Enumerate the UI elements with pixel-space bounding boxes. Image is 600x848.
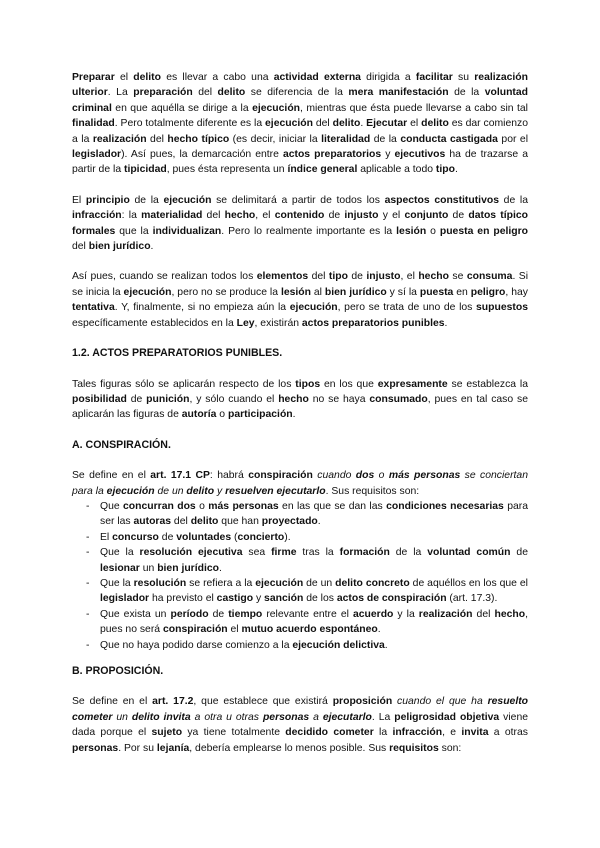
text-run: y el [378,210,405,222]
text-run: en las que se dan las [278,500,387,512]
bold-term: delito invita [131,711,191,723]
bold-term: supuestos [476,302,528,314]
text-run: en que aquélla se dirige a la [111,102,253,114]
bold-term: infracción [392,727,443,739]
list-item [72,638,528,653]
text-run: de [208,608,229,620]
text-run: del [312,118,333,130]
list-item [72,607,528,638]
bold-term: ejecutivos [394,149,446,161]
text-run: El [72,194,86,206]
bold-term: consumado [369,393,428,405]
text-run: , hay [505,286,528,298]
text-run: se conciertan para la [72,470,528,497]
bold-term: realización [92,133,147,145]
text-run: es llevar a cabo una [160,72,274,83]
text-run: . [444,317,448,329]
text-run: el [407,118,422,130]
bold-term: ejecución [163,194,212,206]
list-item [72,576,528,607]
bold-term: conducta castigada [400,133,498,145]
text-run: , debería emplearse lo menos posible. Sus [189,742,390,754]
bold-term: tipos [295,378,321,390]
text-run: (art. 17.3). [446,593,498,605]
bold-term: Ejecutar [366,118,408,130]
bold-term: resolución [133,577,187,589]
text-run: cuando [317,470,356,482]
bold-term: infracción [72,210,122,222]
text-run: de un [303,577,336,589]
bold-term: preparación [133,87,193,99]
bold-term: posibilidad [72,393,127,405]
text-run: de [448,210,469,222]
document-page [72,70,528,756]
text-run: y la [393,608,419,620]
list-item [72,530,528,545]
bold-term: voluntad común [427,547,511,559]
text-run: del [72,241,89,253]
text-run: por el [497,133,529,145]
text-run: relevante entre el [262,608,353,620]
text-run: . Pero lo realmente importante es la [221,225,397,237]
text-run: , pero se trata de uno de los [337,302,477,314]
text-run: es dar comienzo a la [72,118,528,145]
text-run: Se define en el [72,470,151,482]
text-run: Así pues, cuando se realizan todos los [72,271,257,283]
bold-term: legislador [100,593,150,605]
bold-term: participación [227,409,293,421]
text-run: específicamente establecidos en la [72,317,237,329]
bold-term: dos [177,500,196,512]
text-run: . [292,409,296,421]
bold-term: proyectado [261,516,318,528]
text-run: Se define en el [72,696,153,708]
text-run: del [202,210,225,222]
bold-term: conspiración [248,470,313,482]
text-run: . Pero totalmente diferente es la [114,118,266,130]
text-run: del [472,608,495,620]
text-run: ( [231,531,238,543]
text-run: y sí la [386,286,420,298]
text-run: , que establece que existirá [193,696,333,708]
bold-term: bien jurídico [157,562,219,574]
text-run: de [347,271,367,283]
bold-term: conspiración [162,624,228,636]
text-run: o [195,500,209,512]
text-run: . La [107,87,134,99]
bold-term: lejanía [156,742,190,754]
text-run: . Sus requisitos son: [325,485,420,497]
text-run: de los [303,593,337,605]
bold-term: individualizan [152,225,222,237]
text-run: ya tiene totalmente [182,727,286,739]
text-run: sea [242,547,272,559]
text-run: se establezca la [447,378,528,390]
text-run: en [453,286,471,298]
text-run: a otra u otras [190,711,263,723]
bold-term: hecho [224,210,256,222]
bold-term: contenido [274,210,325,222]
text-run: de la [389,547,428,559]
bold-term: ejecutarlo [322,711,372,723]
text-run: Que la [100,547,140,559]
text-run: el [114,72,134,83]
text-run: , el [255,210,275,222]
text-run: : habrá [209,470,249,482]
bold-term: personas [262,711,310,723]
bold-term: peligro [470,286,506,298]
bold-term: concurran [123,500,174,512]
bold-term: firme [271,547,297,559]
bold-term: voluntad criminal [72,87,528,114]
text-run: , pues no será [100,608,528,636]
bold-term: elementos [256,271,309,283]
bold-term: voluntades [176,531,232,543]
list-item [72,545,528,576]
bold-term: art. 17.2 [152,696,194,708]
bold-term: materialidad [141,210,203,222]
text-run: la [373,727,393,739]
text-run: cuando el que ha [397,696,488,708]
text-run: , el [400,271,419,283]
text-run: . Si se inicia la [72,271,529,298]
text-run: Tales figuras sólo se aplicarán respecto de los [72,378,296,390]
bold-term: delito [133,72,161,83]
text-run: Que exista un [100,608,171,620]
bold-term: más personas [208,500,279,512]
list-item [72,499,528,530]
bold-term: ejecución [106,485,155,497]
text-run: del [192,87,218,99]
bold-term: decidido cometer [285,727,374,739]
bold-term: Ley [236,317,255,329]
bold-term: tiempo [228,608,263,620]
text-run: . Por su [118,742,157,754]
bold-term: hecho [494,608,526,620]
text-run: . [317,516,321,528]
bold-term: mutuo acuerdo espontáneo [241,624,378,636]
text-run: del [146,133,168,145]
text-run: , pues en tal caso se aplicarán las figuras de [72,393,528,421]
bold-term: lesión [396,225,427,237]
paragraph-proposicion-definicion [72,694,528,756]
bold-term: ejecución [252,102,301,114]
section-heading-conspiracion: A. CONSPIRACIÓN. [72,438,171,451]
text-run: Que la [100,577,134,589]
paragraph-principio-ejecucion [72,193,528,255]
bold-term: punición [146,393,190,405]
text-run: del [171,516,191,528]
bold-term: lesionar [100,562,140,574]
text-run: el [227,624,242,636]
bold-term: período [170,608,209,620]
bold-term: ejecución [255,577,304,589]
bold-term: literalidad [321,133,371,145]
bold-term: hecho [278,393,309,405]
bold-term: principio [85,194,130,206]
text-run: . [150,241,154,253]
text-run: . [360,118,367,130]
bold-term: requisitos [389,742,439,754]
bold-term: actos preparatorios [282,149,382,161]
conspiracion-requisitos-list [72,499,528,653]
bold-term: finalidad [72,118,115,130]
bold-term: resuelto cometer [72,696,529,723]
text-run: son: [438,742,462,754]
bold-term: tipo [328,271,348,283]
text-run: tras la [296,547,340,559]
text-run: en los que [320,378,378,390]
text-run: de la [370,133,401,145]
text-run: de la [448,87,485,99]
bold-term: art. 17.1 CP [150,470,210,482]
bold-term: delito [332,118,361,130]
section-heading-actos-preparatorios: 1.2. ACTOS PREPARATORIOS PUNIBLES. [72,347,283,360]
bold-term: facilitar [415,72,453,83]
text-run: dirigida a [360,72,416,83]
text-run: a otras [488,727,528,739]
bold-term: formación [339,547,390,559]
bold-term: ejecución [123,286,172,298]
text-run: o [216,409,228,421]
text-run: de [510,547,528,559]
bold-term: hecho típico [167,133,230,145]
bold-term: Preparar [72,72,115,83]
text-run: de la [498,194,528,206]
text-run: su [452,72,475,83]
text-run: Que [100,500,124,512]
paragraph-preparar [72,70,528,178]
text-run: viene dada porque el [72,711,528,739]
bold-term: delito [190,516,219,528]
text-run: un [139,562,158,574]
bold-term: ejecución [289,302,338,314]
bold-term: condiciones necesarias [386,500,504,512]
text-run: y [381,149,395,161]
bold-term: personas [72,742,119,754]
bold-term: índice general [287,164,358,176]
text-run: o [426,225,440,237]
paragraph-conspiracion-definicion [72,468,528,499]
bold-term: castigo [216,593,254,605]
bold-term: legislador [72,149,122,161]
text-run: de [158,531,177,543]
text-run: de [126,393,147,405]
bold-term: sanción [264,593,304,605]
bold-term: dos [355,470,375,482]
text-run: para ser las [100,500,529,528]
text-run: , y sólo cuando el [189,393,279,405]
text-run: se diferencia de la [245,87,349,99]
text-run: , e [442,727,462,739]
bold-term: hecho [418,271,449,283]
bold-term: consuma [466,271,513,283]
bold-term: puesta en peligro [439,225,528,237]
bold-term: ejecución [265,118,313,130]
text-run: , existirán [254,317,302,329]
text-run: . La [371,711,395,723]
text-run: . [384,639,388,651]
bold-term: realización ulterior [72,72,528,99]
text-run: Que no haya podido darse comienzo a la [100,639,293,651]
text-run: ). Así pues, la demarcación entre [121,149,283,161]
bold-term: injusto [344,210,379,222]
text-run: (es decir, iniciar la [229,133,322,145]
bold-term: lesión [280,286,311,298]
bold-term: injusto [366,271,401,283]
paragraph-figuras [72,377,528,423]
section-heading-proposicion: B. PROPOSICIÓN. [72,665,164,677]
bold-term: concierto [237,531,285,543]
bold-term: proposición [332,696,393,708]
text-run: ha de trazarse a partir de la [72,149,528,176]
bold-term: tipicidad [123,164,167,176]
bold-term: tentativa [72,302,115,314]
text-run: se delimitará a partir de todos los [211,194,385,206]
text-run: se refiera a la [186,577,256,589]
text-run: : la [121,210,142,222]
text-run: aplicable a todo [357,164,436,176]
text-run: ha previsto el [149,593,217,605]
bold-term: acuerdo [352,608,394,620]
bold-term: delito [186,485,215,497]
bold-term: más personas [388,470,461,482]
text-run: se [448,271,467,283]
bold-term: realización [418,608,473,620]
bold-term: puesta [419,286,454,298]
bold-term: resolución ejecutiva [139,547,243,559]
text-run: El [100,531,113,543]
text-run: de un [154,485,187,497]
text-run: que han [218,516,262,528]
text-run: al [310,286,325,298]
text-run: ). [284,531,291,543]
bold-term: actividad externa [273,72,361,83]
bold-term: actos preparatorios punibles [301,317,445,329]
bold-term: delito [217,87,246,99]
bold-term: sujeto [151,727,183,739]
text-run: . Y, finalmente, si no empieza aún la [114,302,290,314]
bold-term: delito [421,118,449,130]
bold-term: bien jurídico [324,286,387,298]
text-run: no se haya [308,393,370,405]
bold-term: datos típico formales [72,210,529,237]
bold-term: ejecución delictiva [292,639,385,651]
bold-term: resuelven ejecutarlo [225,485,326,497]
text-run: , mientras que ésta puede llevarse a cabo sin tal [300,102,528,114]
paragraph-consumacion [72,269,528,331]
text-run: . [218,562,222,574]
text-run: y [253,593,265,605]
bold-term: delito concreto [335,577,410,589]
text-run: de aquéllos en los que el [409,577,528,589]
text-run: y [214,485,226,497]
bold-term: aspectos constitutivos [384,194,499,206]
bold-term: concurso [112,531,159,543]
text-run: de la [129,194,164,206]
bold-term: tipo [435,164,455,176]
text-run: un [112,711,132,723]
text-run: de [324,210,345,222]
bold-term: bien jurídico [88,241,151,253]
text-run: . [377,624,381,636]
text-run: que la [115,225,153,237]
bold-term: autoría [181,409,217,421]
bold-term: expresamente [377,378,448,390]
text-run: , pero no se produce la [171,286,281,298]
text-run: del [308,271,329,283]
bold-term: autoras [133,516,172,528]
bold-term: mera manifestación [348,87,449,99]
bold-term: peligrosidad objetiva [394,711,500,723]
bold-term: conjunto [404,210,449,222]
bold-term: actos de conspiración [336,593,447,605]
text-run: . [454,164,458,176]
text-run: o [374,470,389,482]
text-run: , pues ésta representa un [166,164,288,176]
bold-term: invita [461,727,489,739]
text-run: a [309,711,323,723]
